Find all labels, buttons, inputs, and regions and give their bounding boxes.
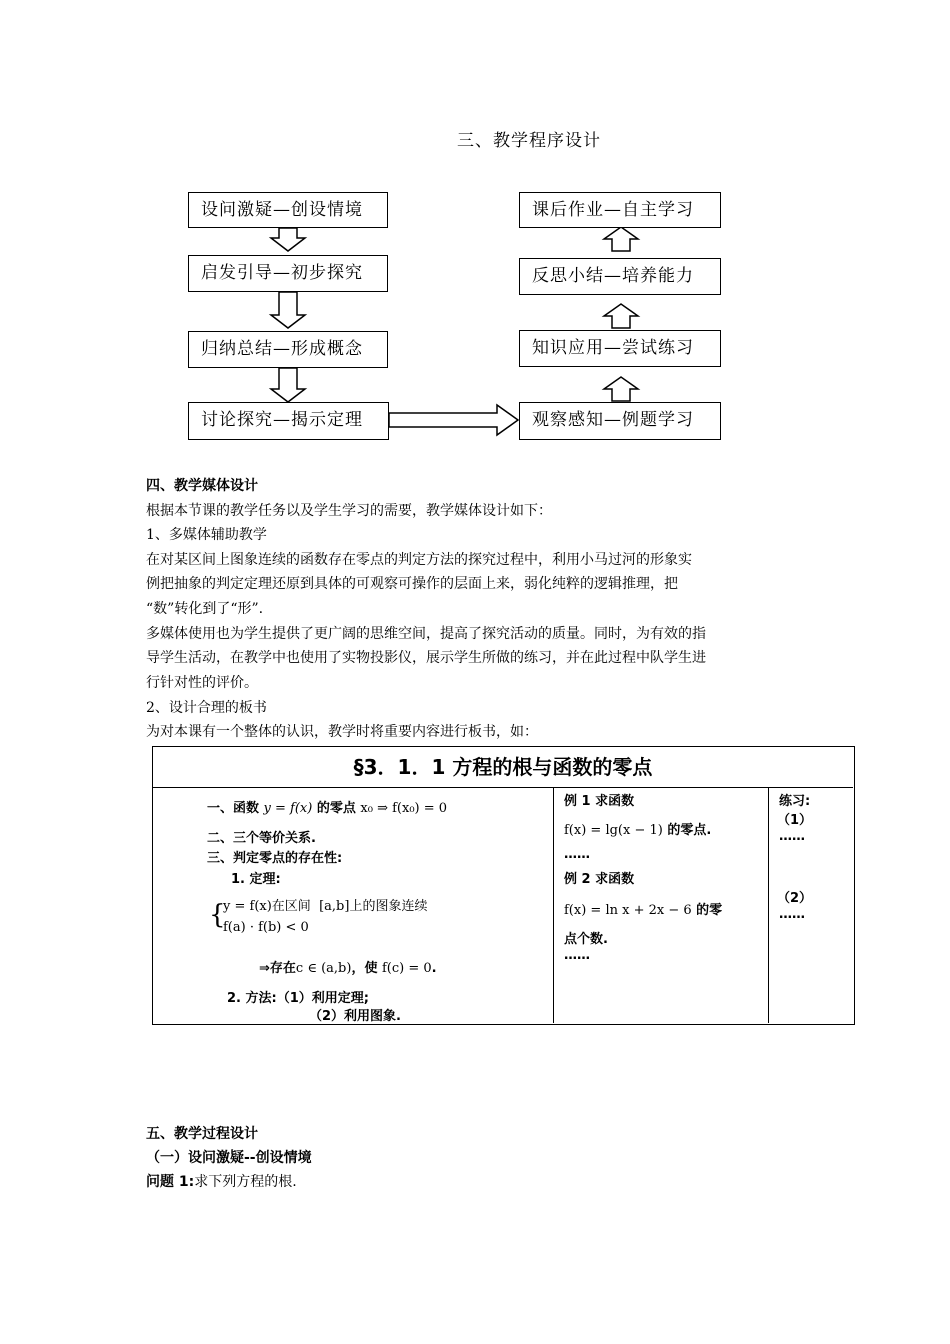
section4-p2-l1: 多媒体使用也为学生提供了更广阔的思维空间，提高了探究活动的质量。同时，为有效的指: [146, 626, 706, 642]
section4-p1-l1: 在对某区间上图象连续的函数存在零点的判定方法的探究过程中，利用小马过河的形象实: [146, 552, 692, 568]
arrow-up-2: [604, 304, 638, 328]
board-c1-line3: 三、判定零点的存在性:: [207, 851, 343, 866]
question-1: 问题 1:求下列方程的根.: [146, 1174, 297, 1190]
board-c1-line1: 一、函数 y = f(x) 的零点 x₀ ⇒ f(x₀) = 0: [207, 801, 448, 816]
board-ex1-func: f(x) = lg(x − 1) 的零点.: [564, 823, 712, 838]
flow-box-right-2: 反思小结—培养能力: [519, 258, 721, 295]
board-divider-1: [553, 787, 554, 1023]
flow-box-right-1: 课后作业—自主学习: [519, 192, 721, 228]
section4-p2-l3: 行针对性的评价。: [146, 675, 258, 691]
board-brace: {: [209, 900, 226, 930]
board-table: [152, 746, 855, 1025]
board-ex2: 例 2 求函数: [564, 872, 635, 887]
board-method-2: （2）利用图象.: [309, 1009, 401, 1024]
board-exercise-dots-1: ……: [779, 829, 805, 844]
board-cond-1: y = f(x)在区间 [a,b]上的图象连续: [223, 899, 428, 914]
section4-item2: 2、设计合理的板书: [146, 700, 267, 716]
board-ex2-func: f(x) = ln x + 2x − 6 的零: [564, 903, 723, 918]
board-dots-2: ……: [564, 948, 590, 963]
section4-p1-l3: “数”转化到了“形”.: [146, 601, 264, 617]
flow-box-left-2: 启发引导—初步探究: [188, 255, 388, 292]
board-conclusion: ⇒存在c ∈ (a,b)，使 f(c) = 0.: [259, 961, 437, 976]
board-ex2-line2: 点个数.: [564, 932, 608, 947]
board-exercise-1: （1）: [777, 813, 813, 828]
section3-title: 三、教学程序设计: [457, 131, 601, 151]
board-exercise-title: 练习:: [779, 794, 811, 809]
board-exercise-dots-2: ……: [779, 907, 805, 922]
arrow-down-1: [271, 228, 305, 251]
arrow-down-3: [271, 368, 305, 402]
arrow-down-2: [271, 292, 305, 328]
flow-box-left-3: 归纳总结—形成概念: [188, 331, 388, 368]
section4-intro: 根据本节课的教学任务以及学生学习的需要，教学媒体设计如下：: [146, 503, 552, 519]
section4-p3: 为对本课有一个整体的认识，教学时将重要内容进行板书，如：: [146, 724, 538, 740]
section5-title: 五、教学过程设计: [146, 1126, 258, 1142]
flow-box-left-1: 设问激疑—创设情境: [188, 192, 388, 228]
section5-sub: （一）设问激疑--创设情境: [146, 1150, 312, 1166]
board-cond-2: f(a) · f(b) < 0: [223, 920, 309, 935]
section4-p1-l2: 例把抽象的判定定理还原到具体的可观察可操作的层面上来，弱化纯粹的逻辑推理，把: [146, 576, 678, 592]
board-c1-line4: 1. 定理:: [231, 872, 281, 887]
arrow-up-3: [604, 377, 638, 401]
flow-box-right-3: 知识应用—尝试练习: [519, 330, 721, 367]
flow-arrows: [0, 0, 950, 460]
arrow-up-1: [604, 227, 638, 251]
flow-box-right-4: 观察感知—例题学习: [519, 402, 721, 440]
board-title: §3．1．1 方程的根与函数的零点: [153, 747, 853, 788]
section4-item1: 1、多媒体辅助教学: [146, 527, 267, 543]
board-ex1: 例 1 求函数: [564, 794, 635, 809]
board-dots-1: ……: [564, 847, 590, 862]
board-divider-2: [768, 787, 769, 1023]
board-method-1: 2. 方法:（1）利用定理;: [227, 991, 369, 1006]
arrow-right: [389, 405, 518, 435]
board-c1-line2: 二、三个等价关系.: [207, 831, 316, 846]
board-exercise-2: （2）: [777, 891, 813, 906]
flow-box-left-4: 讨论探究—揭示定理: [188, 402, 389, 440]
section4-p2-l2: 导学生活动，在教学中也使用了实物投影仪，展示学生所做的练习，并在此过程中队学生进: [146, 650, 706, 666]
section4-title: 四、教学媒体设计: [146, 478, 258, 494]
